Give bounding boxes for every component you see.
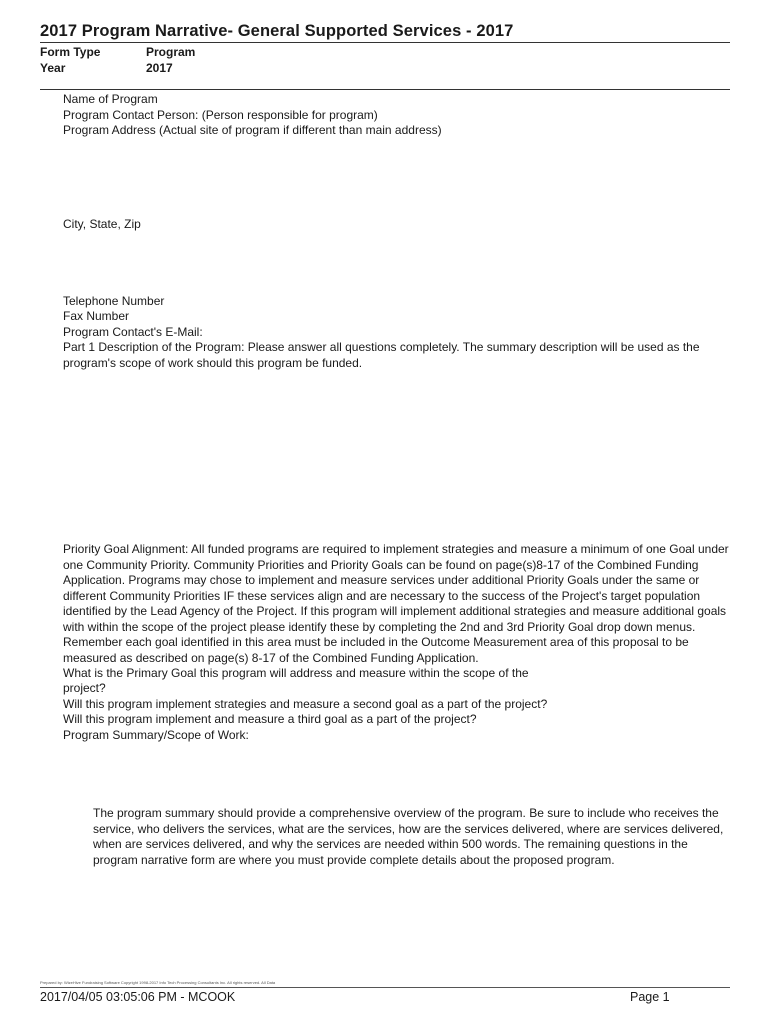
part1-description: Part 1 Description of the Program: Please answer all questions completely. The summary description will be used as the program's scope of work should this program be funded. — [63, 340, 700, 370]
form-type-row — [40, 45, 195, 59]
page-number: Page 1 — [630, 990, 670, 1004]
year-value: 2017 — [146, 61, 173, 75]
program-summary-label: Program Summary/Scope of Work: — [63, 728, 249, 742]
program-summary-instructions: The program summary should provide a comprehensive overview of the program. Be sure to include who receives the service, who delivers the services, what are the services, how are the services delivered, where are services delivered, when are services delivered, and why the services are needed within 500 words. The remaining questions in the program narrative form are where you must provide complete details about the proposed program. — [93, 806, 724, 867]
header-divider — [40, 89, 730, 90]
form-type-label: Form Type — [40, 45, 101, 59]
priority-goal-alignment: Priority Goal Alignment: All funded programs are required to implement strategies and measure a minimum of one Goal under one Community Priority. Community Priorities and Priority Goals can be found on page(s)8-17 of the Combined Funding Application. Programs may chose to implement and measure services under additional Priority Goals under the same or different Community Priorities IF these services align and are necessary to the success of the Project's target population identified by the Lead Agency of the Project. If this program will implement additional strategies and measure additional goals with within the scope of the project please identify these by completing the 2nd and 3rd Priority Goal drop down menus. Remember each goal identified in this area must be included in the Outcome Measurement area of this proposal to be measured as described on page(s) 8-17 of the Combined Funding Application. — [63, 542, 729, 665]
footer-divider — [40, 987, 730, 988]
city-state-zip-label: City, State, Zip — [63, 217, 141, 231]
footer-fine-print: Prepared by: WizeHive Fundraising Software Copyright 1998-2017 Info Tech Processing Consultants Inc. All rights reserved. All Data — [40, 980, 276, 985]
name-of-program-label: Name of Program — [63, 92, 158, 106]
form-type-value: Program — [146, 45, 196, 59]
footer-timestamp: 2017/04/05 03:05:06 PM - MCOOK — [40, 990, 236, 1004]
primary-goal-question-cont: project? — [63, 681, 106, 695]
email-label: Program Contact's E-Mail: — [63, 325, 203, 339]
second-goal-question: Will this program implement strategies and measure a second goal as a part of the project? — [63, 697, 548, 711]
year-row — [40, 61, 173, 75]
program-address-label: Program Address (Actual site of program if different than main address) — [63, 123, 442, 137]
primary-goal-question: What is the Primary Goal this program will address and measure within the scope of the — [63, 666, 529, 680]
telephone-label: Telephone Number — [63, 294, 165, 308]
form-title: 2017 Program Narrative- General Supported Services - 2017 — [40, 22, 730, 43]
year-label: Year — [40, 61, 66, 75]
third-goal-question: Will this program implement and measure a third goal as a part of the project? — [63, 712, 477, 726]
fax-label: Fax Number — [63, 309, 130, 323]
contact-person-label: Program Contact Person: (Person responsible for program) — [63, 108, 378, 122]
